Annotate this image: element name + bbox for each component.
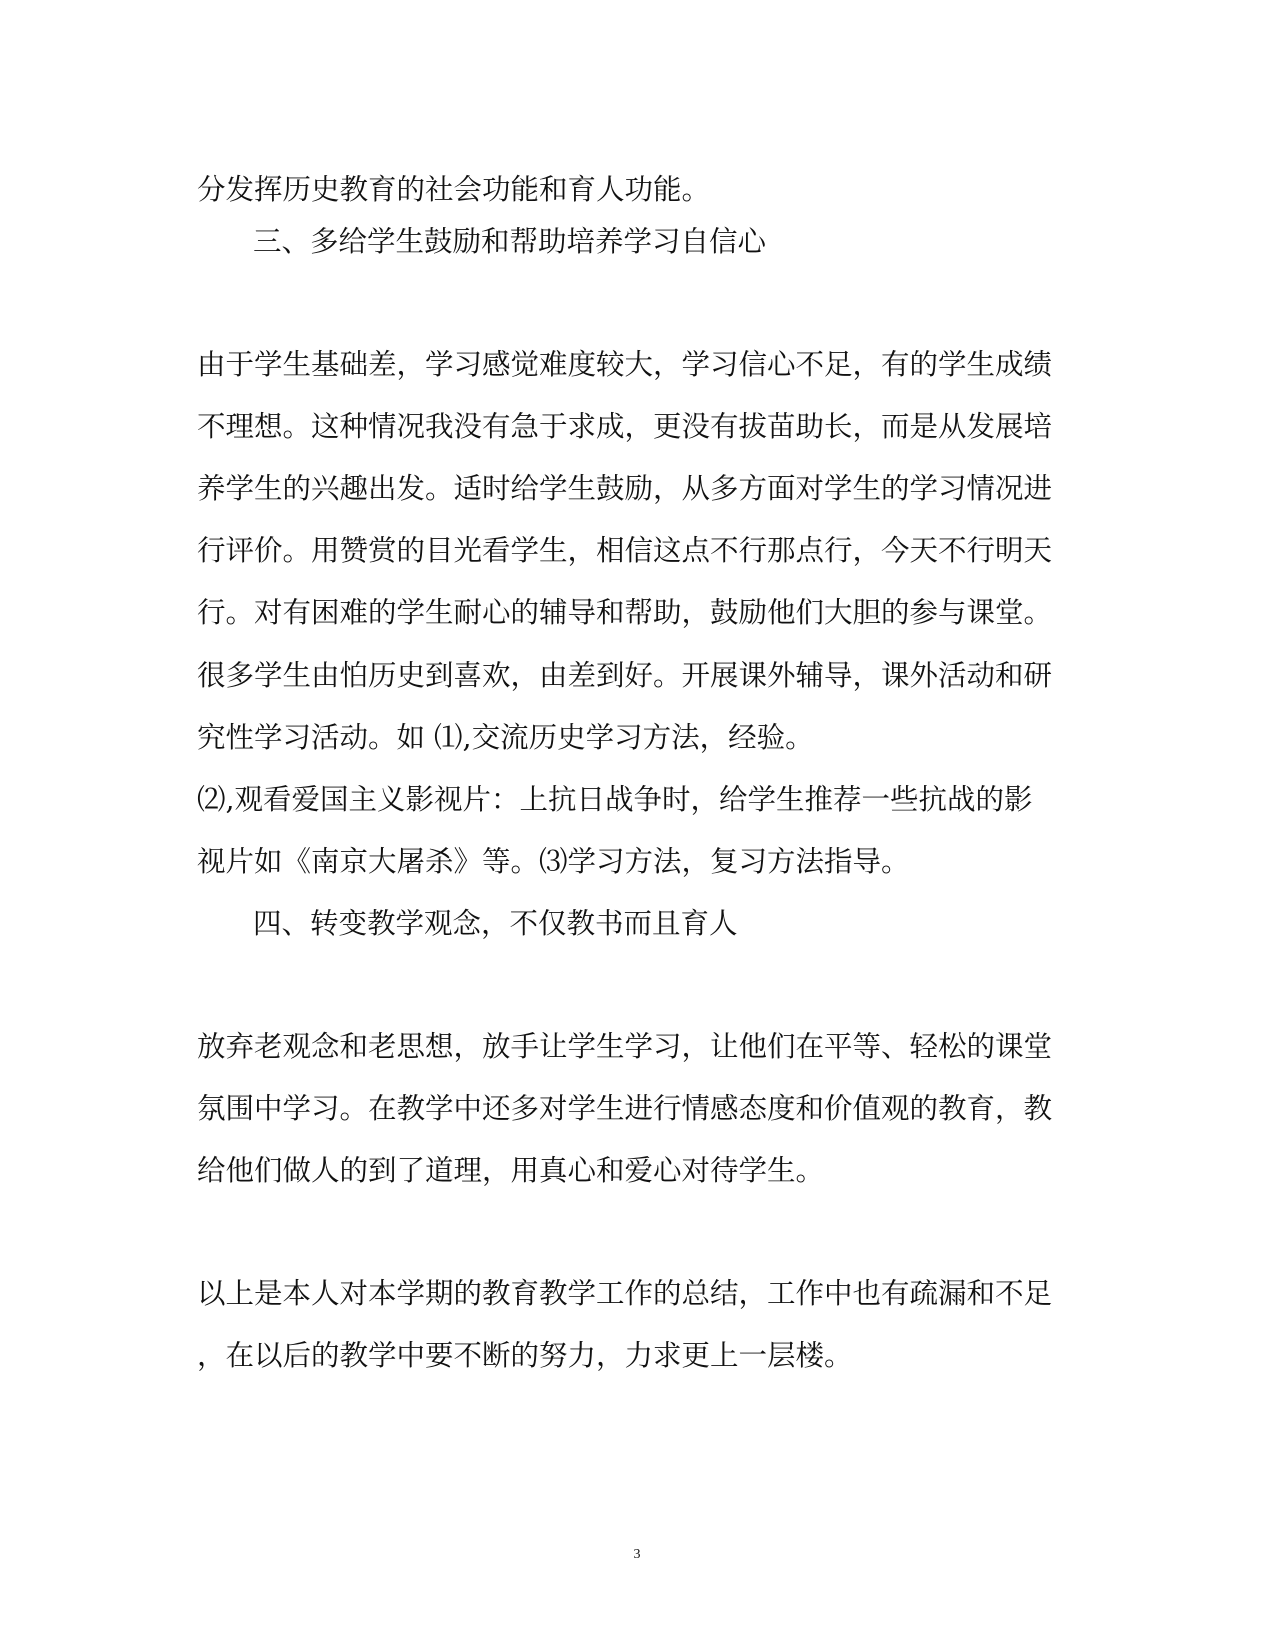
- text-line: 不理想。这种情况我没有急于求成，更没有拔苗助长，而是从发展培: [197, 410, 1053, 443]
- section-heading: 三、多给学生鼓励和帮助培养学习自信心: [253, 225, 767, 258]
- text-line: 由于学生基础差，学习感觉难度较大，学习信心不足，有的学生成绩: [197, 348, 1053, 381]
- text-line: 分发挥历史教育的社会功能和育人功能。: [197, 173, 711, 206]
- text-line: 给他们做人的到了道理，用真心和爱心对待学生。: [197, 1154, 825, 1187]
- section-heading: 四、转变教学观念，不仅教书而且育人: [253, 907, 738, 940]
- text-line: ⑵,观看爱国主义影视片：上抗日战争时，给学生推荐一些抗战的影: [197, 783, 1033, 816]
- text-line: 行。对有困难的学生耐心的辅导和帮助，鼓励他们大胆的参与课堂。: [197, 596, 1053, 629]
- page-number: 3: [633, 1547, 641, 1562]
- text-line: 氛围中学习。在教学中还多对学生进行情感态度和价值观的教育，教: [197, 1092, 1053, 1125]
- text-line: 放弃老观念和老思想，放手让学生学习，让他们在平等、轻松的课堂: [197, 1030, 1053, 1063]
- text-line: 究性学习活动。如 ⑴,交流历史学习方法，经验。: [197, 721, 814, 754]
- text-line: ，在以后的教学中要不断的努力，力求更上一层楼。: [197, 1339, 853, 1372]
- text-line: 以上是本人对本学期的教育教学工作的总结，工作中也有疏漏和不足: [197, 1277, 1053, 1310]
- text-line: 养学生的兴趣出发。适时给学生鼓励，从多方面对学生的学习情况进: [197, 472, 1053, 505]
- text-line: 很多学生由怕历史到喜欢，由差到好。开展课外辅导，课外活动和研: [197, 659, 1053, 692]
- text-line: 行评价。用赞赏的目光看学生，相信这点不行那点行，今天不行明天: [197, 534, 1053, 567]
- text-line: 视片如《南京大屠杀》等。⑶学习方法，复习方法指导。: [197, 845, 910, 878]
